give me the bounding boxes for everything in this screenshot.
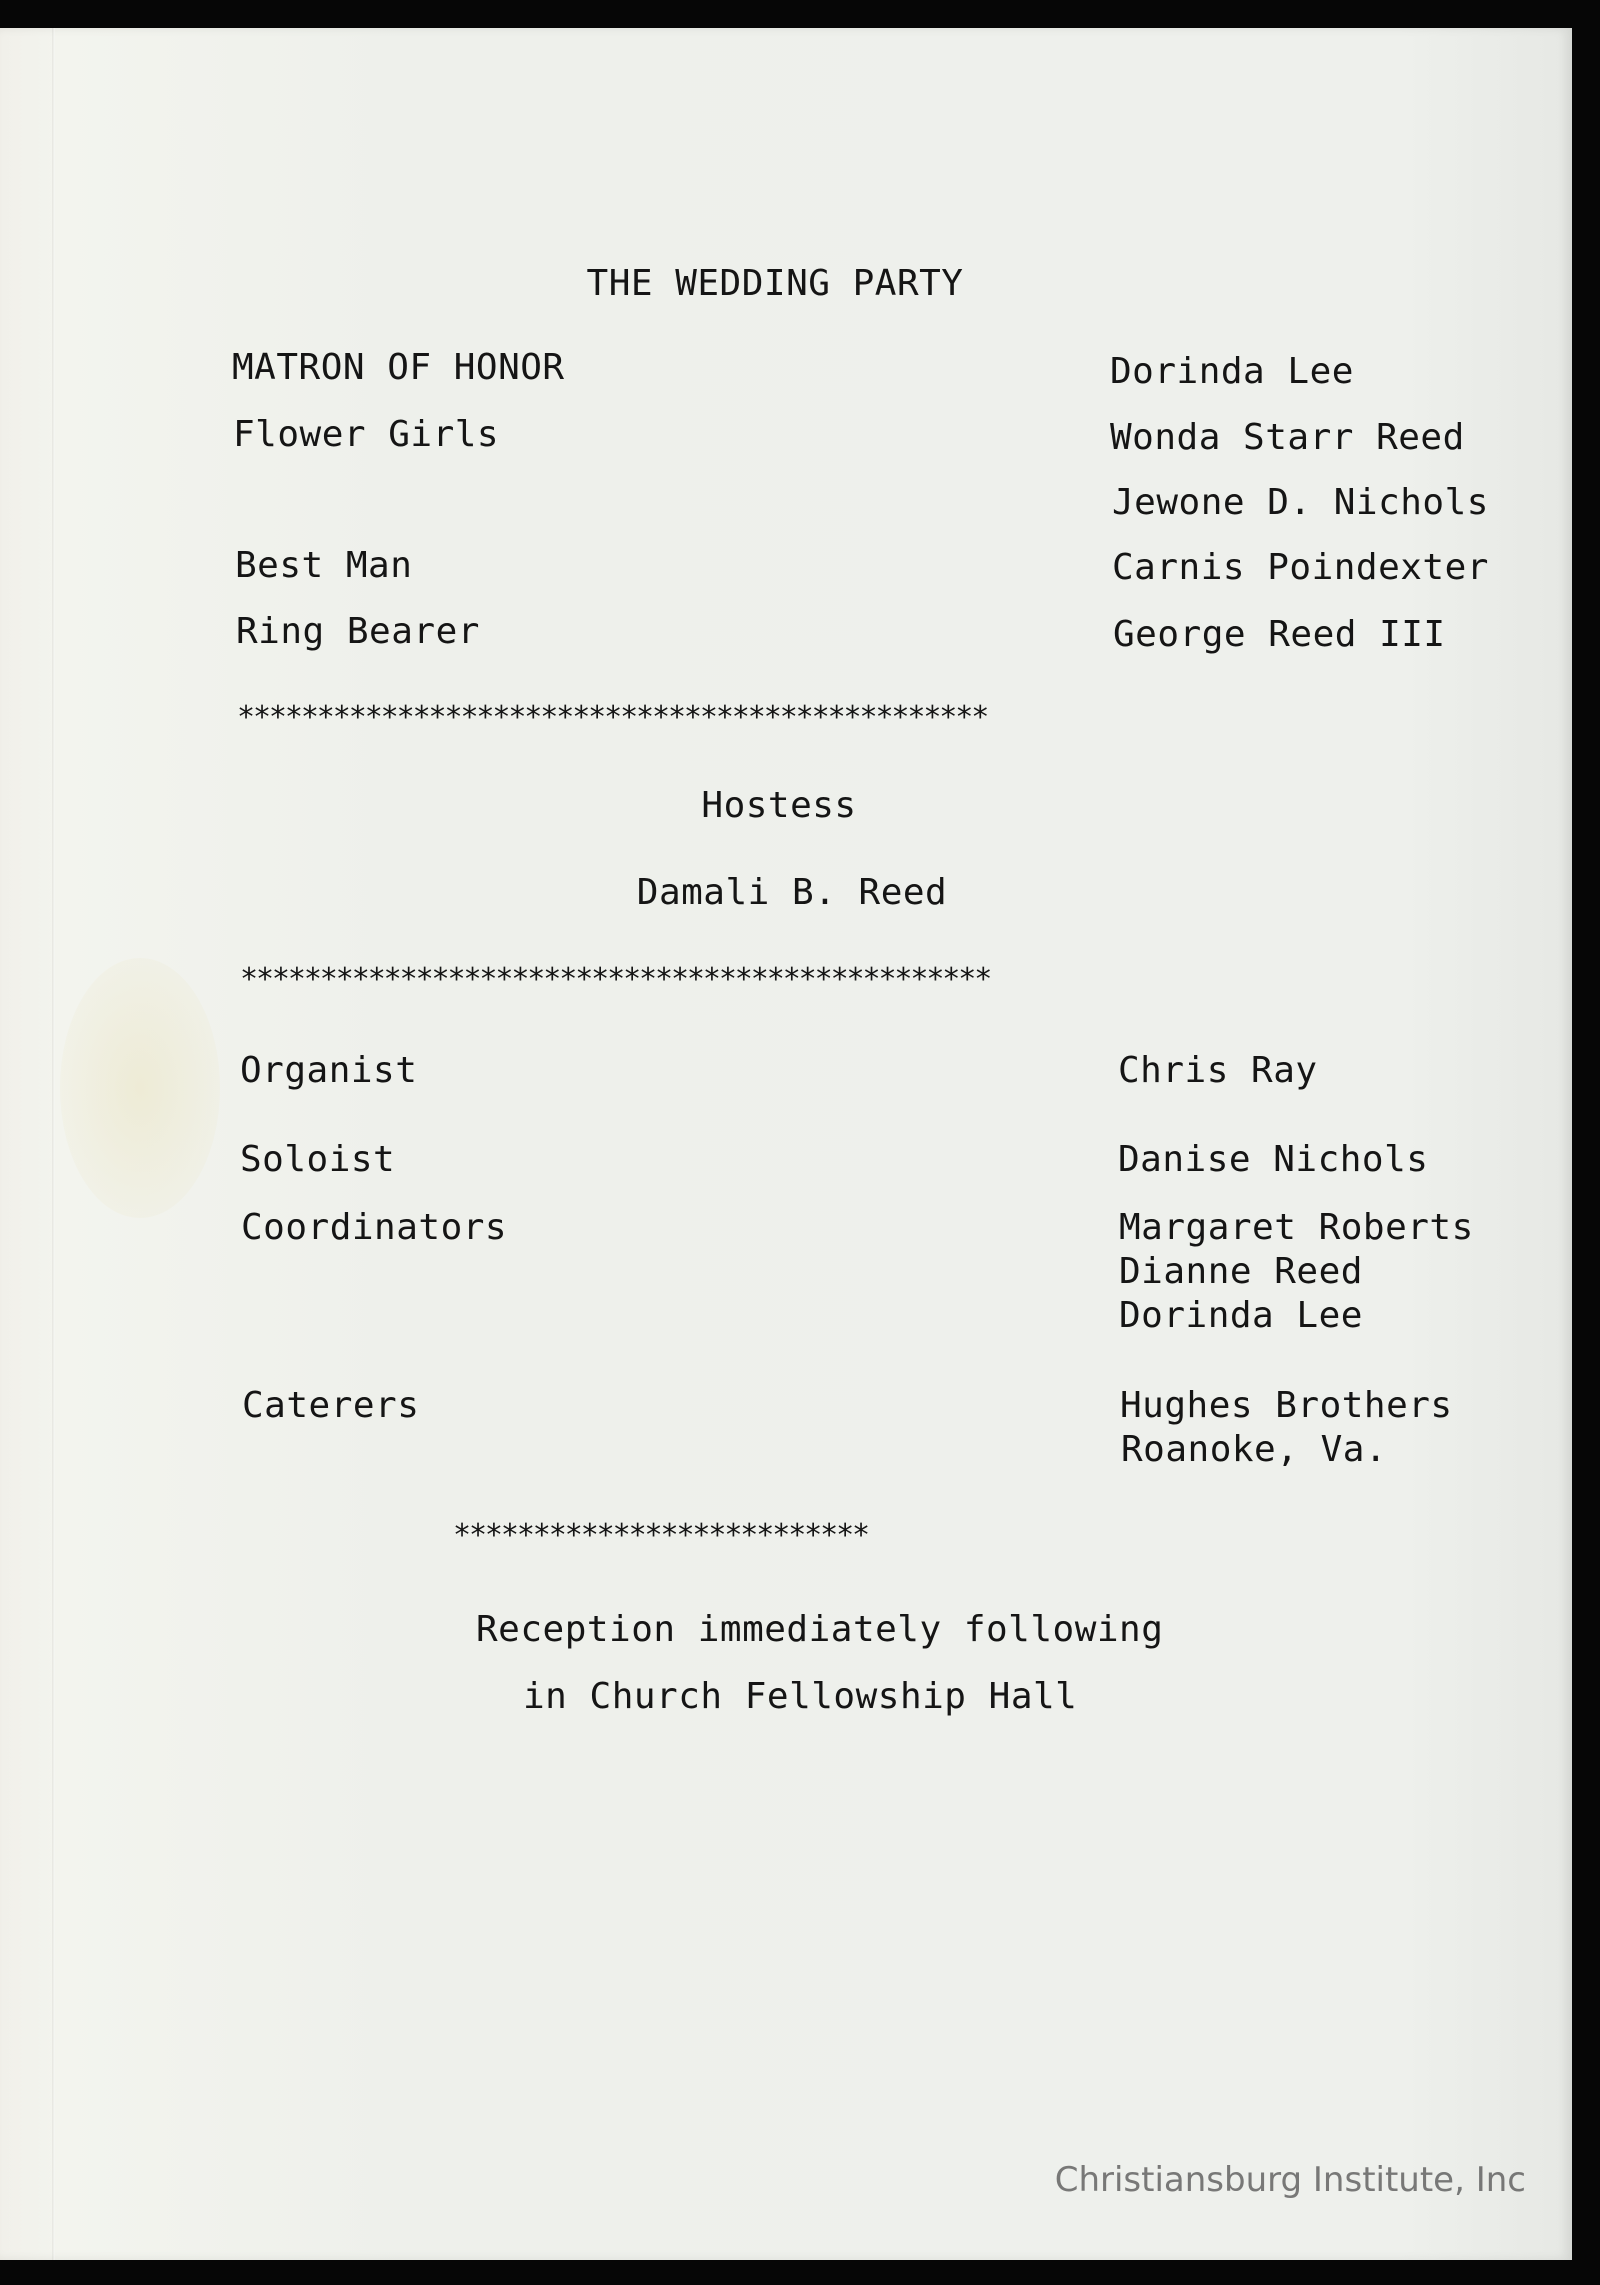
paper-stain	[60, 958, 220, 1218]
name-caterer-1: Hughes Brothers	[1120, 1385, 1453, 1426]
name-flower-girl-1: Wonda Starr Reed	[1110, 417, 1465, 458]
name-coordinator-3: Dorinda Lee	[1119, 1295, 1363, 1336]
role-coordinators: Coordinators	[241, 1207, 508, 1248]
name-caterer-2: Roanoke, Va.	[1121, 1429, 1388, 1470]
watermark: Christiansburg Institute, Inc	[1054, 2160, 1526, 2200]
role-matron-of-honor: MATRON OF HONOR	[232, 347, 565, 388]
role-soloist: Soloist	[240, 1139, 396, 1180]
divider-long-2: ***********************************************	[240, 962, 991, 997]
name-coordinator-2: Dianne Reed	[1119, 1251, 1363, 1292]
reception-line-2: in Church Fellowship Hall	[523, 1676, 1078, 1717]
page-fold	[52, 28, 55, 2260]
name-organist: Chris Ray	[1118, 1050, 1318, 1091]
divider-short: **************************	[453, 1518, 868, 1553]
name-best-man: Carnis Poindexter	[1112, 547, 1489, 588]
role-best-man: Best Man	[235, 545, 413, 586]
hostess-name: Damali B. Reed	[636, 872, 948, 913]
name-soloist: Danise Nichols	[1118, 1139, 1429, 1180]
role-organist: Organist	[240, 1050, 418, 1091]
divider-long-1: ***********************************************	[237, 700, 988, 735]
name-matron-of-honor: Dorinda Lee	[1110, 351, 1354, 392]
role-flower-girls: Flower Girls	[233, 414, 500, 455]
page-title: THE WEDDING PARTY	[586, 263, 964, 304]
name-ring-bearer: George Reed III	[1113, 614, 1446, 655]
reception-line-1: Reception immediately following	[476, 1609, 1164, 1650]
role-ring-bearer: Ring Bearer	[236, 611, 480, 652]
hostess-label: Hostess	[701, 785, 857, 826]
name-coordinator-1: Margaret Roberts	[1119, 1207, 1474, 1248]
name-flower-girl-2: Jewone D. Nichols	[1112, 482, 1489, 523]
role-caterers: Caterers	[242, 1385, 420, 1426]
